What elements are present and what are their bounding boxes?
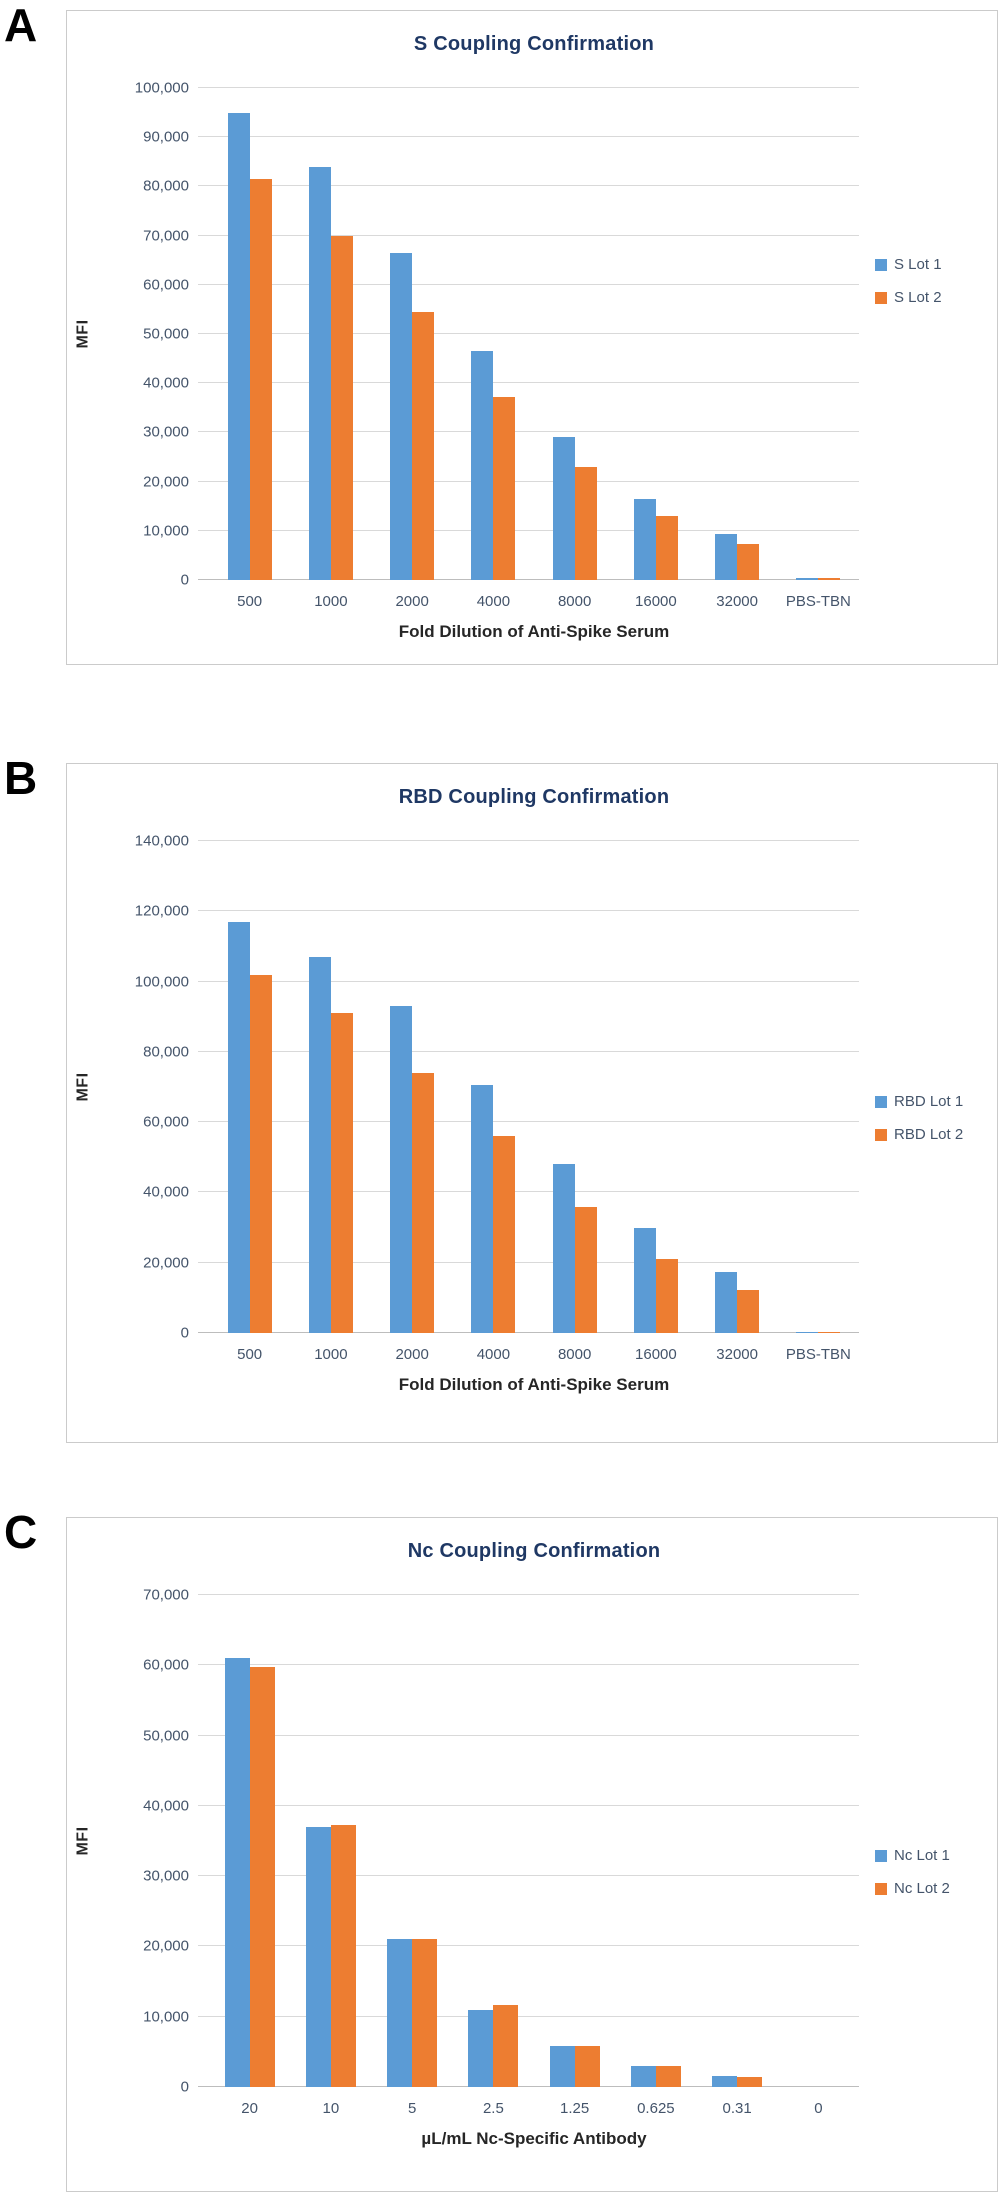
bar-s-lot-2-4000: [493, 397, 515, 580]
y-tick-label: 30,000: [143, 1867, 189, 1885]
bar-rbd-lot-1-4000: [471, 1085, 493, 1333]
bar-group-0.31: [697, 1595, 778, 2087]
x-tick-label: 8000: [557, 1346, 592, 1363]
chart-b-bars: [209, 841, 859, 1333]
bar-s-lot-1-2000: [390, 253, 412, 580]
y-tick-label: 70,000: [143, 227, 189, 245]
chart-a-title: S Coupling Confirmation: [413, 33, 655, 55]
x-tick-label: 16000: [635, 1346, 677, 1363]
bar-group-1.25: [534, 1595, 615, 2087]
x-tick-label: PBS-TBN: [785, 593, 851, 610]
bar-group-1000: [290, 841, 371, 1333]
bar-group-20: [209, 1595, 290, 2087]
y-tick-label: 80,000: [143, 177, 189, 195]
legend-item: [875, 1847, 997, 1864]
chart-b-x-axis-title: Fold Dilution of Anti-Spike Serum: [398, 1375, 670, 1394]
x-tick-label: 500: [237, 593, 263, 610]
y-tick-label: 40,000: [143, 374, 189, 392]
chart-a-y-axis: [67, 79, 209, 589]
legend-label: RBD Lot 2: [894, 1126, 964, 1143]
legend-swatch-icon: [875, 1850, 887, 1862]
bar-nc-lot-1-0.31: [712, 2076, 737, 2087]
y-tick-label: 70,000: [143, 1586, 189, 1604]
x-tick-label: 2.5: [482, 2100, 504, 2117]
chart-a-x-axis-title: Fold Dilution of Anti-Spike Serum: [398, 622, 670, 641]
bar-group-0: [778, 1595, 859, 2087]
bar-nc-lot-1-20: [225, 1658, 250, 2087]
bar-group-32000: [697, 88, 778, 580]
chart-b-plot-area: [209, 841, 859, 1333]
x-tick-label: 500: [237, 1346, 263, 1363]
bar-s-lot-2-PBS-TBN: [818, 578, 840, 580]
bar-s-lot-2-32000: [737, 544, 759, 580]
bar-nc-lot-2-10: [331, 1825, 356, 2087]
bar-s-lot-2-500: [250, 179, 272, 580]
bar-group-8000: [534, 841, 615, 1333]
x-tick-label: 0.625: [637, 2100, 675, 2117]
y-tick-label: 60,000: [143, 1656, 189, 1674]
chart-b-x-ticks: [209, 1333, 859, 1363]
bar-rbd-lot-2-16000: [656, 1259, 678, 1333]
legend-label: Nc Lot 2: [894, 1880, 950, 1897]
legend-item: [875, 256, 997, 273]
x-tick-label: 0.31: [722, 2100, 752, 2117]
y-tick-label: 20,000: [143, 1937, 189, 1955]
bar-s-lot-2-16000: [656, 516, 678, 580]
y-tick-label: 10,000: [143, 522, 189, 540]
panel-a: [4, 0, 998, 665]
legend-swatch-icon: [875, 1129, 887, 1141]
bar-s-lot-1-16000: [634, 499, 656, 580]
legend-item: [875, 1880, 997, 1897]
bar-rbd-lot-1-8000: [553, 1164, 575, 1333]
x-tick-label: 5: [407, 2100, 417, 2117]
chart-a-legend: [859, 88, 997, 580]
x-tick-label: 8000: [557, 593, 592, 610]
chart-c-y-axis: [67, 1586, 209, 2096]
x-tick-label: 0: [814, 2100, 823, 2117]
bar-group-8000: [534, 88, 615, 580]
legend-label: S Lot 2: [894, 289, 942, 306]
legend-swatch-icon: [875, 1883, 887, 1895]
panel-c: [4, 1506, 998, 2192]
bar-nc-lot-2-2.5: [493, 2005, 518, 2087]
panel-b: [4, 752, 998, 1443]
bar-group-4000: [453, 88, 534, 580]
x-tick-label: 10: [322, 2100, 340, 2117]
chart-c-bars: [209, 1595, 859, 2087]
y-tick-label: 60,000: [143, 276, 189, 294]
y-tick-label: 60,000: [143, 1113, 189, 1131]
bar-nc-lot-1-5: [387, 1939, 412, 2087]
legend-item: [875, 1093, 997, 1110]
y-tick-label: 90,000: [143, 128, 189, 146]
y-tick-label: 20,000: [143, 1254, 189, 1272]
chart-c-legend: [859, 1595, 997, 2087]
y-tick-label: 80,000: [143, 1043, 189, 1061]
bar-s-lot-1-32000: [715, 534, 737, 580]
bar-s-lot-1-500: [228, 113, 250, 580]
x-tick-label: 1000: [314, 1346, 348, 1363]
bar-group-2000: [372, 88, 453, 580]
chart-b-y-axis: [67, 832, 209, 1342]
chart-c-title: Nc Coupling Confirmation: [407, 1540, 661, 1562]
chart-b-title: RBD Coupling Confirmation: [398, 786, 670, 808]
x-tick-label: 32000: [716, 593, 758, 610]
chart-b-body: [67, 832, 997, 1342]
y-tick-label: 40,000: [143, 1797, 189, 1815]
legend-label: Nc Lot 1: [894, 1847, 950, 1864]
bar-rbd-lot-2-2000: [412, 1073, 434, 1333]
x-tick-label: 32000: [716, 1346, 758, 1363]
panel-label-a: A: [4, 0, 36, 51]
y-tick-label: 40,000: [143, 1183, 189, 1201]
bar-group-32000: [697, 841, 778, 1333]
bar-s-lot-1-4000: [471, 351, 493, 580]
y-tick-label: 0: [180, 571, 189, 589]
bar-group-500: [209, 88, 290, 580]
bar-s-lot-1-8000: [553, 437, 575, 580]
x-tick-label: 20: [241, 2100, 258, 2117]
bar-rbd-lot-1-32000: [715, 1272, 737, 1333]
legend-item: [875, 1126, 997, 1143]
x-tick-label: 2000: [395, 1346, 429, 1363]
chart-a-x-ticks: [209, 580, 859, 610]
legend-swatch-icon: [875, 292, 887, 304]
y-tick-label: 100,000: [134, 973, 189, 991]
y-tick-label: 0: [180, 1324, 189, 1342]
chart-c-x-ticks: [209, 2087, 859, 2117]
bar-rbd-lot-2-4000: [493, 1136, 515, 1333]
panel-label-c: C: [4, 1506, 36, 1558]
bar-nc-lot-1-10: [306, 1827, 331, 2087]
y-tick-label: 30,000: [143, 423, 189, 441]
y-tick-label: 100,000: [134, 79, 189, 97]
bar-s-lot-1-PBS-TBN: [796, 578, 818, 580]
bar-nc-lot-2-1.25: [575, 2046, 600, 2087]
chart-a-body: [67, 79, 997, 589]
chart-c-x-axis-title: µL/mL Nc-Specific Antibody: [421, 2129, 647, 2148]
bar-nc-lot-1-2.5: [468, 2010, 493, 2087]
x-tick-label: 1.25: [560, 2100, 590, 2117]
chart-b-box: [66, 763, 998, 1443]
chart-c-body: [67, 1586, 997, 2096]
chart-c-box: [66, 1517, 998, 2192]
chart-a-plot-area: [209, 88, 859, 580]
chart-b-y-axis-title: MFI: [74, 1072, 92, 1102]
chart-a-box: [66, 10, 998, 665]
bar-rbd-lot-2-8000: [575, 1207, 597, 1334]
bar-rbd-lot-1-16000: [634, 1228, 656, 1333]
bar-nc-lot-2-5: [412, 1939, 437, 2087]
bar-rbd-lot-1-PBS-TBN: [796, 1332, 818, 1333]
y-tick-label: 120,000: [134, 902, 189, 920]
y-tick-label: 0: [180, 2078, 189, 2096]
x-tick-label: 4000: [476, 1346, 511, 1363]
bar-rbd-lot-2-PBS-TBN: [818, 1332, 840, 1333]
bar-s-lot-2-1000: [331, 236, 353, 580]
y-tick-label: 10,000: [143, 2008, 189, 2026]
bar-group-2000: [372, 841, 453, 1333]
bar-nc-lot-2-0.625: [656, 2066, 681, 2087]
chart-c-y-axis-title: MFI: [74, 1826, 92, 1856]
bar-group-4000: [453, 841, 534, 1333]
bar-group-PBS-TBN: [778, 88, 859, 580]
bar-rbd-lot-2-32000: [737, 1290, 759, 1333]
bar-group-1000: [290, 88, 371, 580]
legend-swatch-icon: [875, 259, 887, 271]
x-tick-label: 4000: [476, 593, 511, 610]
y-tick-label: 50,000: [143, 325, 189, 343]
bar-rbd-lot-1-2000: [390, 1006, 412, 1333]
chart-b-legend: [859, 841, 997, 1333]
bar-nc-lot-1-0.625: [631, 2066, 656, 2087]
bar-s-lot-2-8000: [575, 467, 597, 580]
bar-rbd-lot-1-1000: [309, 957, 331, 1333]
y-tick-label: 140,000: [134, 832, 189, 850]
chart-c-plot-area: [209, 1595, 859, 2087]
bar-group-10: [290, 1595, 371, 2087]
x-tick-label: 16000: [635, 593, 677, 610]
bar-nc-lot-2-0.31: [737, 2077, 762, 2087]
legend-label: RBD Lot 1: [894, 1093, 964, 1110]
bar-rbd-lot-2-1000: [331, 1013, 353, 1333]
x-tick-label: PBS-TBN: [785, 1346, 851, 1363]
panel-label-b: B: [4, 752, 36, 804]
legend-swatch-icon: [875, 1096, 887, 1108]
bar-group-2.5: [453, 1595, 534, 2087]
x-tick-label: 1000: [314, 593, 348, 610]
chart-a-y-axis-title: MFI: [74, 319, 92, 349]
bar-group-500: [209, 841, 290, 1333]
legend-item: [875, 289, 997, 306]
bar-group-PBS-TBN: [778, 841, 859, 1333]
y-tick-label: 20,000: [143, 473, 189, 491]
bar-s-lot-1-1000: [309, 167, 331, 580]
bar-group-5: [372, 1595, 453, 2087]
bar-group-16000: [615, 88, 696, 580]
legend-label: S Lot 1: [894, 256, 942, 273]
y-tick-label: 50,000: [143, 1727, 189, 1745]
bar-nc-lot-2-20: [250, 1667, 275, 2087]
chart-a-bars: [209, 88, 859, 580]
bar-group-16000: [615, 841, 696, 1333]
x-tick-label: 2000: [395, 593, 429, 610]
bar-nc-lot-1-1.25: [550, 2046, 575, 2087]
bar-group-0.625: [615, 1595, 696, 2087]
bar-rbd-lot-1-500: [228, 922, 250, 1333]
bar-rbd-lot-2-500: [250, 975, 272, 1333]
bar-s-lot-2-2000: [412, 312, 434, 580]
